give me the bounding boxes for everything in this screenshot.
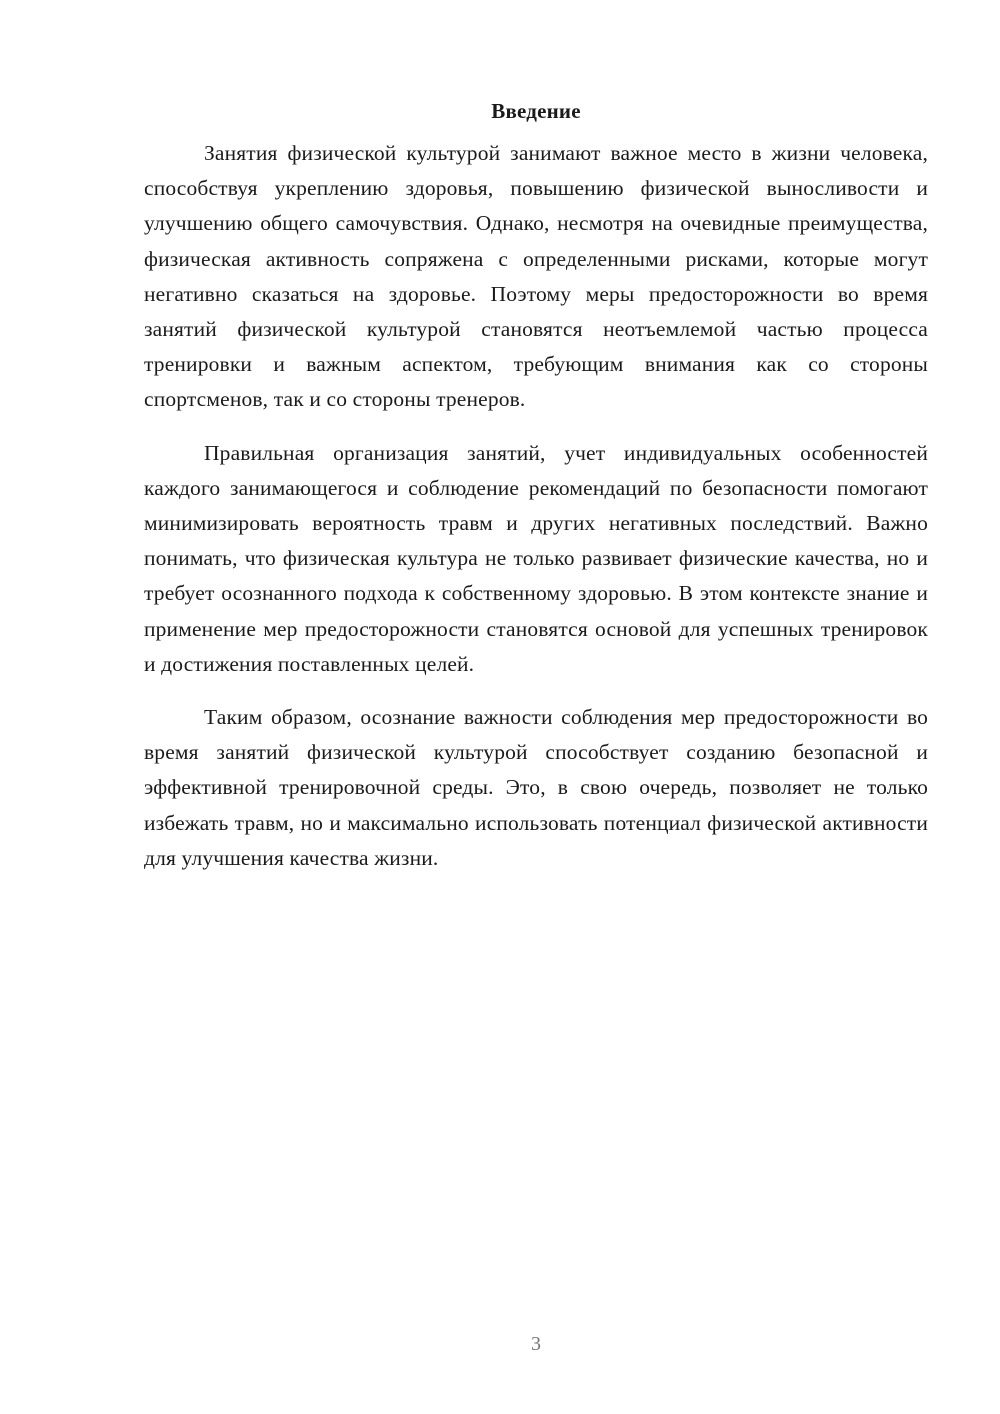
paragraph-2: Правильная организация занятий, учет индивидуальных особенностей каждого занимающегося и соблюдение рекомендаций по безопасности помогают минимизировать вероятность травм и других негативных последствий. Важно понимать, что физическая культура не только развивает физические качества, но и требует осознанного подхода к собственному здоровью. В этом контексте знание и применение мер предосторожности становятся основой для успешных тренировок и достижения поставленных целей. bbox=[144, 440, 928, 676]
paragraph-1: Занятия физической культурой занимают важное место в жизни человека, способствуя укреплению здоровья, повышению физической выносливости и улучшению общего самочувствия. Однако, несмотря на очевидные преимущества, физическая активность сопряжена с определенными рисками, которые могут негативно сказаться на здоровье. Поэтому меры предосторожности во время занятий физической культурой становятся неотъемлемой частью процесса тренировки и важным аспектом, требующим внимания как со стороны спортсменов, так и со стороны тренеров. bbox=[144, 141, 928, 412]
paragraph-3: Таким образом, осознание важности соблюдения мер предосторожности во время занятий физической культурой способствует созданию безопасной и эффективной тренировочной среды. Это, в свою очередь, позволяет не только избежать травм, но и максимально использовать потенциал физической активности для улучшения качества жизни. bbox=[144, 705, 928, 870]
page-number: 3 bbox=[531, 1333, 541, 1355]
page-content bbox=[144, 96, 928, 876]
section-heading: Введение bbox=[491, 99, 581, 123]
